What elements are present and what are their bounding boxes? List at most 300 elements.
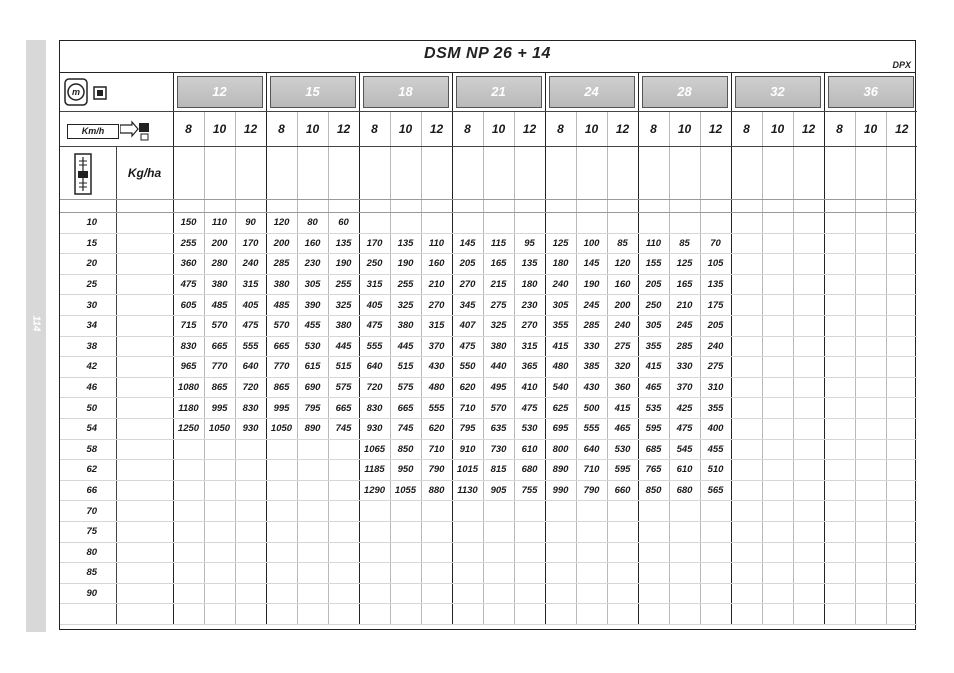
value-cell <box>855 418 886 439</box>
value-cell <box>483 213 514 234</box>
value-cell <box>855 357 886 378</box>
rate-cell: 90 <box>60 583 116 604</box>
empty-cell <box>607 147 638 200</box>
width-header: 10 <box>483 112 514 147</box>
value-cell <box>390 501 421 522</box>
value-cell <box>886 233 917 254</box>
speed-group-header <box>452 73 545 112</box>
value-cell <box>700 542 731 563</box>
value-cell: 150 <box>173 213 204 234</box>
value-cell <box>762 542 793 563</box>
empty-cell <box>483 200 514 213</box>
empty-cell <box>452 147 483 200</box>
empty-cell <box>793 200 824 213</box>
value-cell <box>824 439 855 460</box>
rate-cell: 50 <box>60 398 116 419</box>
value-cell <box>545 521 576 542</box>
width-header: 8 <box>731 112 762 147</box>
value-cell <box>235 542 266 563</box>
value-cell <box>731 254 762 275</box>
empty-cell <box>235 147 266 200</box>
value-cell <box>421 563 452 584</box>
value-cell <box>824 295 855 316</box>
value-cell: 100 <box>576 233 607 254</box>
empty-cell <box>545 147 576 200</box>
table-row <box>60 336 917 357</box>
empty-cell <box>855 147 886 200</box>
value-cell: 795 <box>452 418 483 439</box>
value-cell <box>173 501 204 522</box>
value-cell: 240 <box>700 336 731 357</box>
value-cell: 535 <box>638 398 669 419</box>
value-cell <box>204 460 235 481</box>
value-cell <box>793 418 824 439</box>
rate-cell: 46 <box>60 377 116 398</box>
empty-cell <box>421 147 452 200</box>
value-cell: 865 <box>204 377 235 398</box>
empty-cell <box>824 200 855 213</box>
width-header: 8 <box>359 112 390 147</box>
value-cell: 515 <box>328 357 359 378</box>
value-cell: 250 <box>359 254 390 275</box>
value-cell <box>204 439 235 460</box>
value-cell: 745 <box>328 418 359 439</box>
value-cell <box>421 501 452 522</box>
value-cell <box>297 460 328 481</box>
value-cell: 545 <box>669 439 700 460</box>
value-cell <box>514 583 545 604</box>
width-header: 10 <box>762 112 793 147</box>
speed-value-box: 32 <box>735 76 821 108</box>
value-cell <box>793 604 824 625</box>
width-header: 10 <box>855 112 886 147</box>
value-cell: 170 <box>359 233 390 254</box>
value-cell: 510 <box>700 460 731 481</box>
rate-cell: 34 <box>60 315 116 336</box>
value-cell <box>855 439 886 460</box>
value-cell: 205 <box>700 315 731 336</box>
empty-cell <box>328 200 359 213</box>
width-header: 12 <box>793 112 824 147</box>
value-cell: 210 <box>421 274 452 295</box>
kgha-spacer-cell <box>116 295 173 316</box>
value-cell <box>886 357 917 378</box>
speed-value-box: 36 <box>828 76 914 108</box>
value-cell: 325 <box>390 295 421 316</box>
kgha-spacer-cell <box>116 254 173 275</box>
value-cell: 430 <box>576 377 607 398</box>
value-cell <box>700 583 731 604</box>
value-cell: 325 <box>483 315 514 336</box>
value-cell: 305 <box>638 315 669 336</box>
value-cell <box>359 542 390 563</box>
value-cell <box>762 233 793 254</box>
value-cell <box>824 213 855 234</box>
kgha-spacer-cell <box>116 274 173 295</box>
value-cell: 800 <box>545 439 576 460</box>
empty-cell <box>514 200 545 213</box>
value-cell <box>855 583 886 604</box>
value-cell: 790 <box>576 480 607 501</box>
spacer-cell <box>60 200 116 213</box>
value-cell <box>669 542 700 563</box>
value-cell: 270 <box>514 315 545 336</box>
value-cell <box>762 460 793 481</box>
value-cell: 930 <box>359 418 390 439</box>
value-cell <box>886 583 917 604</box>
value-cell: 680 <box>669 480 700 501</box>
value-cell: 1050 <box>266 418 297 439</box>
value-cell: 830 <box>173 336 204 357</box>
value-cell: 1065 <box>359 439 390 460</box>
value-cell: 270 <box>421 295 452 316</box>
width-header: 12 <box>328 112 359 147</box>
value-cell <box>514 542 545 563</box>
value-cell: 455 <box>297 315 328 336</box>
value-cell: 135 <box>700 274 731 295</box>
value-cell: 120 <box>607 254 638 275</box>
value-cell <box>762 213 793 234</box>
value-cell <box>855 377 886 398</box>
value-cell <box>421 521 452 542</box>
value-cell <box>576 604 607 625</box>
value-cell <box>328 480 359 501</box>
rate-cell: 10 <box>60 213 116 234</box>
value-cell <box>793 521 824 542</box>
value-cell <box>793 460 824 481</box>
value-cell: 515 <box>390 357 421 378</box>
value-cell <box>235 460 266 481</box>
empty-cell <box>824 147 855 200</box>
value-cell: 640 <box>359 357 390 378</box>
value-cell <box>235 604 266 625</box>
value-cell: 475 <box>235 315 266 336</box>
value-cell: 475 <box>359 315 390 336</box>
value-cell <box>514 213 545 234</box>
value-cell <box>204 604 235 625</box>
value-cell <box>731 501 762 522</box>
value-cell: 315 <box>514 336 545 357</box>
value-cell <box>359 583 390 604</box>
value-cell: 285 <box>266 254 297 275</box>
value-cell: 745 <box>390 418 421 439</box>
value-cell: 1180 <box>173 398 204 419</box>
value-cell <box>731 583 762 604</box>
value-cell: 1080 <box>173 377 204 398</box>
value-cell: 305 <box>297 274 328 295</box>
empty-cell <box>545 200 576 213</box>
value-cell: 110 <box>421 233 452 254</box>
value-cell: 910 <box>452 439 483 460</box>
value-cell <box>762 418 793 439</box>
empty-cell <box>607 200 638 213</box>
rate-cell: 54 <box>60 418 116 439</box>
width-header: 10 <box>297 112 328 147</box>
value-cell: 500 <box>576 398 607 419</box>
value-cell: 125 <box>669 254 700 275</box>
value-cell <box>204 480 235 501</box>
width-header: 12 <box>514 112 545 147</box>
value-cell: 475 <box>452 336 483 357</box>
value-cell: 475 <box>669 418 700 439</box>
page-number: 114 <box>30 315 42 332</box>
value-cell: 180 <box>545 254 576 275</box>
empty-cell <box>359 147 390 200</box>
value-cell <box>762 377 793 398</box>
value-cell <box>607 563 638 584</box>
value-cell: 880 <box>421 480 452 501</box>
value-cell: 190 <box>390 254 421 275</box>
kgha-spacer-cell <box>116 336 173 357</box>
kgha-label: Kg/ha <box>127 166 162 180</box>
value-cell <box>173 460 204 481</box>
table-row <box>60 583 917 604</box>
table-row <box>60 521 917 542</box>
value-cell <box>886 336 917 357</box>
value-cell: 275 <box>607 336 638 357</box>
kgha-spacer-cell <box>116 357 173 378</box>
value-cell <box>235 521 266 542</box>
value-cell <box>824 336 855 357</box>
value-cell: 200 <box>266 233 297 254</box>
value-cell: 765 <box>638 460 669 481</box>
value-cell <box>762 295 793 316</box>
value-cell <box>824 315 855 336</box>
value-cell <box>793 398 824 419</box>
value-cell <box>669 501 700 522</box>
speed-icon-cell <box>60 112 173 147</box>
empty-cell <box>669 200 700 213</box>
value-cell: 445 <box>390 336 421 357</box>
value-cell: 160 <box>607 274 638 295</box>
value-cell: 125 <box>545 233 576 254</box>
value-cell <box>266 604 297 625</box>
value-cell <box>762 315 793 336</box>
value-cell <box>514 521 545 542</box>
value-cell: 575 <box>328 377 359 398</box>
kmh-label: Km/h <box>67 124 119 139</box>
empty-cell <box>483 147 514 200</box>
value-cell: 275 <box>700 357 731 378</box>
speed-group-header <box>359 73 452 112</box>
empty-cell <box>204 200 235 213</box>
rate-cell: 30 <box>60 295 116 316</box>
value-cell <box>576 213 607 234</box>
value-cell: 135 <box>390 233 421 254</box>
rate-cell: 38 <box>60 336 116 357</box>
value-cell: 930 <box>235 418 266 439</box>
value-cell <box>886 604 917 625</box>
value-cell <box>359 501 390 522</box>
value-cell: 905 <box>483 480 514 501</box>
value-cell: 90 <box>235 213 266 234</box>
value-cell: 695 <box>545 418 576 439</box>
value-cell: 110 <box>638 233 669 254</box>
kgha-spacer-cell <box>116 439 173 460</box>
value-cell <box>266 542 297 563</box>
width-header: 8 <box>266 112 297 147</box>
empty-cell <box>731 147 762 200</box>
value-cell: 110 <box>204 213 235 234</box>
value-cell: 210 <box>669 295 700 316</box>
empty-cell <box>762 147 793 200</box>
value-cell: 135 <box>328 233 359 254</box>
value-cell <box>514 563 545 584</box>
value-cell <box>607 213 638 234</box>
value-cell <box>297 583 328 604</box>
value-cell: 385 <box>576 357 607 378</box>
value-cell <box>731 480 762 501</box>
value-cell: 355 <box>545 315 576 336</box>
value-cell: 635 <box>483 418 514 439</box>
value-cell <box>824 542 855 563</box>
value-cell <box>793 274 824 295</box>
value-cell: 95 <box>514 233 545 254</box>
value-cell: 180 <box>514 274 545 295</box>
empty-cell <box>638 147 669 200</box>
value-cell: 610 <box>514 439 545 460</box>
value-cell: 530 <box>607 439 638 460</box>
value-cell <box>173 480 204 501</box>
width-header: 8 <box>545 112 576 147</box>
value-cell: 410 <box>514 377 545 398</box>
value-cell <box>328 542 359 563</box>
value-cell: 425 <box>669 398 700 419</box>
table-row <box>60 357 917 378</box>
speed-group-header <box>545 73 638 112</box>
value-cell: 215 <box>483 274 514 295</box>
empty-cell <box>173 147 204 200</box>
empty-cell <box>328 147 359 200</box>
value-cell <box>731 357 762 378</box>
value-cell <box>886 398 917 419</box>
value-cell: 245 <box>576 295 607 316</box>
value-cell <box>855 254 886 275</box>
value-cell <box>793 295 824 316</box>
value-cell <box>173 439 204 460</box>
value-cell: 315 <box>359 274 390 295</box>
value-cell <box>452 604 483 625</box>
value-cell: 555 <box>359 336 390 357</box>
value-cell <box>855 542 886 563</box>
value-cell: 165 <box>669 274 700 295</box>
value-cell <box>731 604 762 625</box>
value-cell <box>514 501 545 522</box>
value-cell <box>452 521 483 542</box>
value-cell <box>638 604 669 625</box>
value-cell <box>886 501 917 522</box>
value-cell <box>576 563 607 584</box>
value-cell <box>483 542 514 563</box>
value-cell <box>855 460 886 481</box>
value-cell <box>638 501 669 522</box>
value-cell: 720 <box>235 377 266 398</box>
value-cell: 305 <box>545 295 576 316</box>
value-cell: 455 <box>700 439 731 460</box>
value-cell: 1250 <box>173 418 204 439</box>
value-cell <box>855 480 886 501</box>
kgha-spacer-cell <box>116 213 173 234</box>
value-cell: 85 <box>607 233 638 254</box>
empty-cell <box>855 200 886 213</box>
value-cell: 255 <box>173 233 204 254</box>
value-cell <box>731 213 762 234</box>
value-cell <box>824 274 855 295</box>
empty-cell <box>204 147 235 200</box>
value-cell <box>731 233 762 254</box>
value-cell <box>793 583 824 604</box>
value-cell: 135 <box>514 254 545 275</box>
value-cell <box>855 274 886 295</box>
value-cell <box>824 604 855 625</box>
value-cell: 330 <box>669 357 700 378</box>
value-cell <box>173 563 204 584</box>
speed-group-header <box>266 73 359 112</box>
value-cell <box>793 213 824 234</box>
value-cell: 570 <box>483 398 514 419</box>
value-cell <box>359 521 390 542</box>
value-cell <box>266 583 297 604</box>
value-cell: 170 <box>235 233 266 254</box>
value-cell <box>731 295 762 316</box>
value-cell: 160 <box>421 254 452 275</box>
value-cell <box>235 501 266 522</box>
rate-cell: 20 <box>60 254 116 275</box>
value-cell: 445 <box>328 336 359 357</box>
value-cell <box>731 336 762 357</box>
empty-cell <box>359 200 390 213</box>
value-cell: 240 <box>235 254 266 275</box>
value-cell <box>824 254 855 275</box>
value-cell: 950 <box>390 460 421 481</box>
value-cell: 415 <box>638 357 669 378</box>
value-cell: 710 <box>452 398 483 419</box>
rate-cell: 70 <box>60 501 116 522</box>
value-cell: 240 <box>607 315 638 336</box>
value-cell: 145 <box>452 233 483 254</box>
value-cell: 155 <box>638 254 669 275</box>
value-cell: 550 <box>452 357 483 378</box>
value-cell <box>824 501 855 522</box>
value-cell: 530 <box>297 336 328 357</box>
value-cell <box>483 583 514 604</box>
value-cell <box>855 233 886 254</box>
value-cell: 665 <box>328 398 359 419</box>
value-cell <box>204 501 235 522</box>
value-cell <box>328 604 359 625</box>
value-cell: 345 <box>452 295 483 316</box>
value-cell <box>576 583 607 604</box>
kgha-spacer-cell <box>116 521 173 542</box>
empty-cell <box>266 200 297 213</box>
value-cell <box>173 583 204 604</box>
width-header: 10 <box>669 112 700 147</box>
kgha-spacer-cell <box>116 418 173 439</box>
value-cell <box>328 521 359 542</box>
value-cell <box>390 604 421 625</box>
value-cell <box>793 501 824 522</box>
value-cell <box>793 233 824 254</box>
value-cell <box>669 583 700 604</box>
value-cell <box>576 501 607 522</box>
value-cell <box>638 213 669 234</box>
value-cell <box>855 315 886 336</box>
value-cell <box>607 583 638 604</box>
kgha-spacer-cell <box>116 604 173 625</box>
value-cell <box>731 563 762 584</box>
table-row <box>60 213 917 234</box>
value-cell <box>793 480 824 501</box>
